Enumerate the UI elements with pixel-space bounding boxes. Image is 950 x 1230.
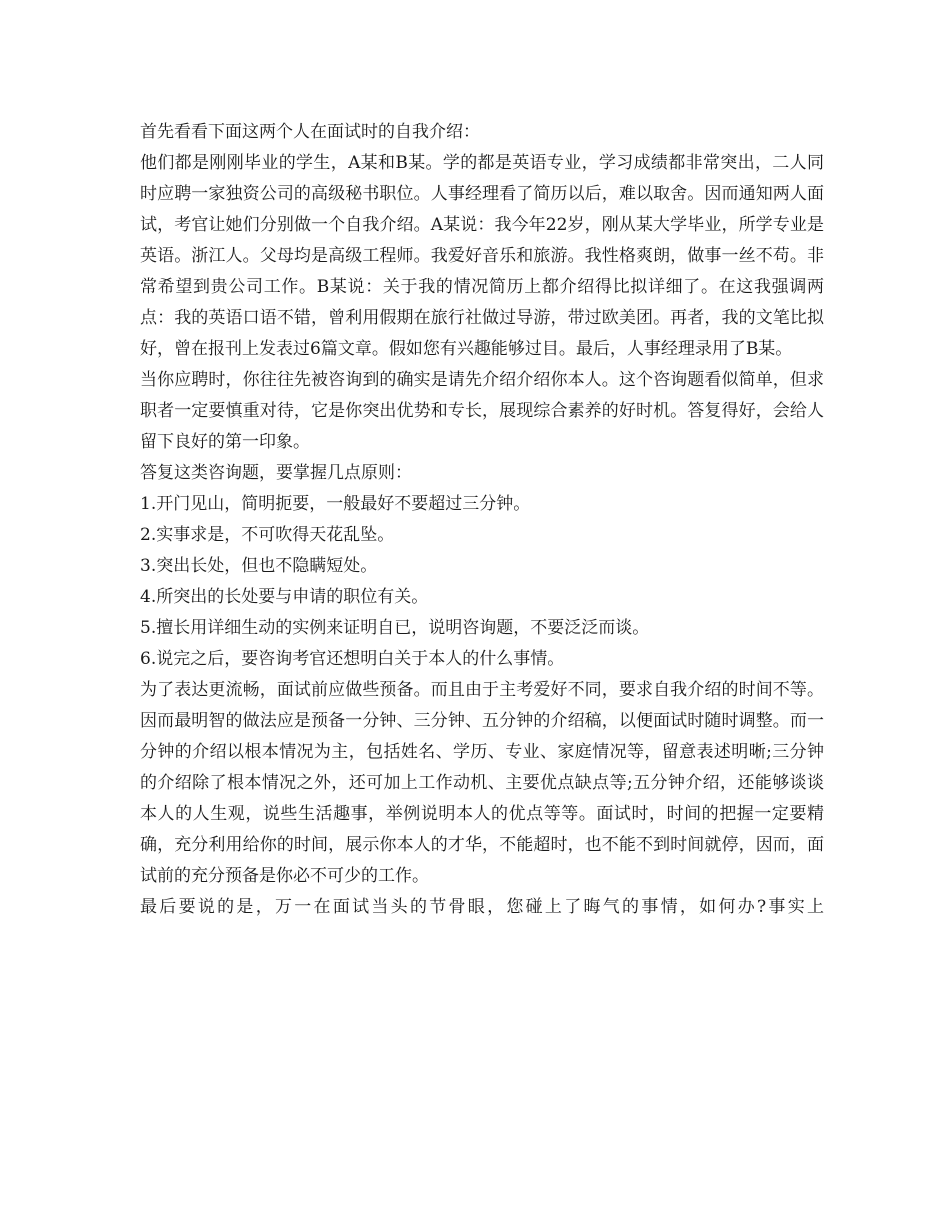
paragraph-question: 当你应聘时，你往往先被咨询到的确实是请先介绍介绍你本人。这个咨询题看似简单，但求职者一定要慎重对待，它是你突出优势和专长，展现综合素养的好时机。答复得好，会给人留下良好的第一印象。 <box>140 370 824 452</box>
list-item-principle-3: 3.突出长处，但也不隐瞒短处。 <box>140 556 378 576</box>
document-body <box>140 117 824 923</box>
list-item-principle-5: 5.擅长用详细生动的实例来证明自已，说明咨询题，不要泛泛而谈。 <box>140 618 650 638</box>
paragraph-final: 最后要说的是，万一在面试当头的节骨眼，您碰上了晦气的事情，如何办?事实上 <box>140 897 824 917</box>
paragraph-principles-heading: 答复这类咨询题，要掌握几点原则： <box>140 463 412 483</box>
list-item-principle-6: 6.说完之后，要咨询考官还想明白关于本人的什么事情。 <box>140 649 565 669</box>
paragraph-story: 他们都是刚刚毕业的学生，A某和B某。学的都是英语专业，学习成绩都非常突出，二人同时应聘一家独资公司的高级秘书职位。人事经理看了简历以后，难以取舍。因而通知两人面试，考官让她们分别做一个自我介绍。A某说：我今年22岁，刚从某大学毕业，所学专业是英语。浙江人。父母均是高级工程师。我爱好音乐和旅游。我性格爽朗，做事一丝不苟。非常希望到贵公司工作。B某说：关于我的情况简历上都介绍得比拟详细了。在这我强调两点：我的英语口语不错，曾利用假期在旅行社做过导游，带过欧美团。再者，我的文笔比拟好，曾在报刊上发表过6篇文章。假如您有兴趣能够过目。最后，人事经理录用了B某。 <box>140 153 824 359</box>
list-item-principle-1: 1.开门见山，简明扼要，一般最好不要超过三分钟。 <box>140 494 531 514</box>
list-item-principle-2: 2.实事求是，不可吹得天花乱坠。 <box>140 525 395 545</box>
paragraph-intro: 首先看看下面这两个人在面试时的自我介绍： <box>140 122 480 142</box>
paragraph-preparation: 为了表达更流畅，面试前应做些预备。而且由于主考爱好不同，要求自我介绍的时间不等。因而最明智的做法应是预备一分钟、三分钟、五分钟的介绍稿，以便面试时随时调整。而一分钟的介绍以根本情况为主，包括姓名、学历、专业、家庭情况等，留意表述明晰;三分钟的介绍除了根本情况之外，还可加上工作动机、主要优点缺点等;五分钟介绍，还能够谈谈本人的人生观，说些生活趣事，举例说明本人的优点等等。面试时，时间的把握一定要精确，充分利用给你的时间，展示你本人的才华，不能超时，也不能不到时间就停，因而，面试前的充分预备是你必不可少的工作。 <box>140 680 824 886</box>
list-item-principle-4: 4.所突出的长处要与申请的职位有关。 <box>140 587 429 607</box>
